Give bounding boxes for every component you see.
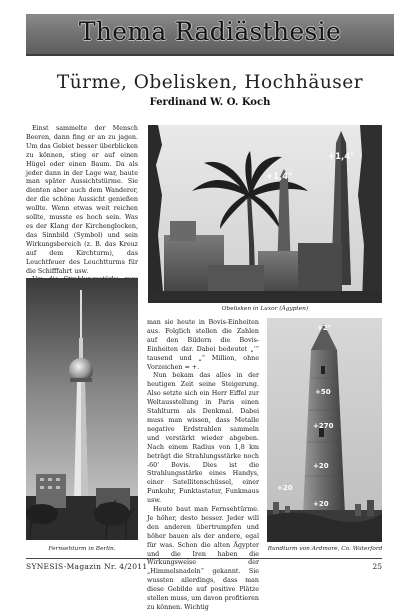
ardmore-label: +270	[313, 422, 334, 430]
luxor-caption: Obelisken in Luxor (Ägypten)	[221, 306, 309, 312]
ardmore-label: +50	[315, 388, 331, 396]
luxor-label-center: +1,4°	[266, 172, 293, 182]
luxor-obelisk-photo	[148, 125, 382, 303]
ardmore-caption: Rundturm von Ardmore, Co. Waterford	[267, 546, 383, 552]
ardmore-label: +20	[277, 484, 293, 492]
ardmore-label: +20	[313, 500, 329, 508]
section-banner	[26, 14, 394, 56]
right-text-column	[147, 319, 259, 613]
section-title: Thema Radiästhesie	[78, 17, 342, 46]
ardmore-label-top: +2°	[317, 324, 332, 332]
footer-divider	[26, 558, 382, 559]
berlin-caption: Fernsehturm in Berlin.	[48, 546, 116, 552]
ardmore-label: +20	[313, 462, 329, 470]
left-text-column	[26, 125, 138, 303]
paragraph: Einst sammelte der Mensch Beeren, dann fing er an zu jagen. Um das Gebiet besser überblicken zu können, stieg er auf einen Hügel oder einen Baum. Da als jeder dann in der Lage war, baute man später Aussichtstürme. Sie dienten aber auch dem Wanderer, der die schöne Aussicht genießen wollte. Wenn etwas weit reichen sollte, musste es hoch sein. Was es der Klang der Kirchenglocken, das Sinnbild (Symbol) und sein Wirkungsbereich (z. B. das Kreuz auf dem Kirchturm), das Leuchtfeuer des Leuchtturms für die Schifffahrt usw.	[26, 125, 138, 275]
berlin-tv-tower-photo	[26, 278, 138, 540]
luxor-label-right: +1,4°	[328, 152, 355, 162]
paragraph: Nun bekam das alles in der heutigen Zeit seine Steigerung. Also setzte sich ein Herr Eiffel zur Weltausstellung in Paris einen Stahlturm als Denkmal. Dabei muss man wissen, dass Metalle negative Erdstrahlen sammeln und verstärkt wieder abgeben. Nach einem Radius von 1,8 km beträgt die Strahlungsstärke noch -60' Bovis. Dies ist die Strahlungsstärke eines Handys, einer Satellitenschüssel, einer Funkuhr, Funktastatur, Funkmaus usw.	[147, 372, 259, 505]
article-title: Türme, Obelisken, Hochhäuser	[56, 72, 364, 93]
article-author: Ferdinand W. O. Koch	[149, 97, 271, 108]
paragraph: Heute baut man Fernsehtürme. Je höher, desto besser. Jeder will den anderen übertrumpfen und höher bauen als der andere, egal für was. Schon die alten Ägypter und die Iren haben die Wirkungsweise der „Himmelsnadeln“ gekannt. Sie wussten allerdings, dass man diese Gebilde auf positive Plätze stellen muss, um davon profitieren zu können. Wichtig	[147, 506, 259, 611]
footer-publication: SYNESIS-Magazin Nr. 4/2011	[26, 562, 148, 571]
page-number: 25	[372, 562, 382, 571]
paragraph: man sie heute in Bovis-Einheiten aus. Folglich stellen die Zahlen auf den Bildern die Bovis-Einheiten dar. Dabei bedeutet „‘“ tausend und „“ Million, ohne Vorzeichen = +.	[147, 319, 259, 371]
ardmore-round-tower-photo	[267, 318, 382, 542]
